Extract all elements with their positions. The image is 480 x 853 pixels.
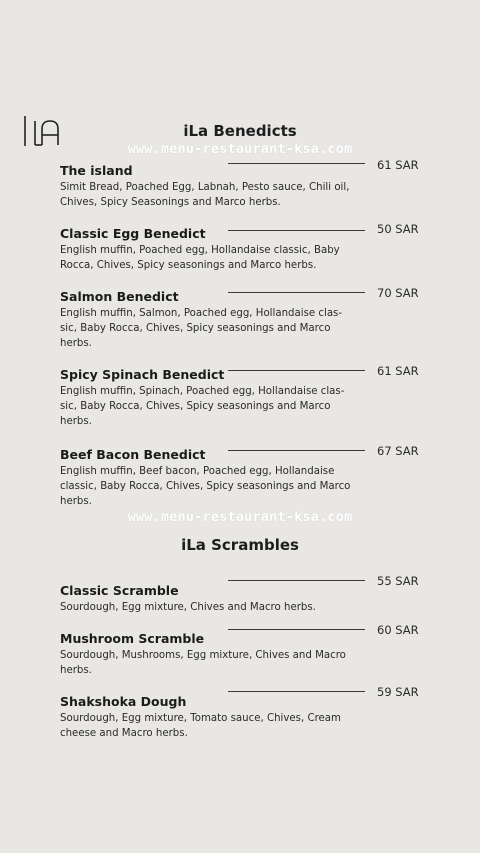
menu-item-spicy-spinach-benedict — [60, 367, 360, 429]
item-name: Classic Scramble — [60, 583, 179, 598]
price-rule — [228, 691, 365, 692]
menu-item-the-island — [60, 163, 360, 210]
price-spicy-spinach-benedict: 61 SAR — [377, 364, 419, 378]
price-shakshoka-dough: 59 SAR — [377, 685, 419, 699]
price-the-island: 61 SAR — [377, 158, 419, 172]
price-mushroom-scramble: 60 SAR — [377, 623, 419, 637]
item-description: Sourdough, Egg mixture, Tomato sauce, Chives, Cream cheese and Macro herbs. — [60, 713, 341, 739]
price-beef-bacon-benedict: 67 SAR — [377, 444, 419, 458]
item-description: Sourdough, Mushrooms, Egg mixture, Chives and Macro herbs. — [60, 650, 346, 676]
price-salmon-benedict: 70 SAR — [377, 286, 419, 300]
item-name: Mushroom Scramble — [60, 631, 205, 646]
menu-item-mushroom-scramble — [60, 631, 360, 678]
menu-item-classic-scramble — [60, 583, 360, 615]
menu-item-shakshoka-dough — [60, 694, 360, 741]
item-name: Spicy Spinach Benedict — [60, 367, 225, 382]
item-description: Simit Bread, Poached Egg, Labnah, Pesto sauce, Chili oil, Chives, Spicy Seasonings and Marco herbs. — [60, 182, 350, 208]
item-description: English muffin, Salmon, Poached egg, Hollandaise clas- sic, Baby Rocca, Chives, Spicy seasonings and Marco herbs. — [60, 308, 343, 349]
price-rule — [228, 580, 365, 581]
item-name: Shakshoka Dough — [60, 694, 187, 709]
menu-item-classic-egg-benedict — [60, 226, 360, 273]
menu-item-salmon-benedict — [60, 289, 360, 351]
item-name: Classic Egg Benedict — [60, 226, 206, 241]
price-rule — [228, 629, 365, 630]
price-classic-scramble: 55 SAR — [377, 574, 419, 588]
watermark-top: www.menu-restaurant-ksa.com — [127, 141, 353, 157]
item-description: English muffin, Spinach, Poached egg, Hollandaise clas- sic, Baby Rocca, Chives, Spicy seasonings and Marco herbs. — [60, 386, 345, 427]
section-title-scrambles: iLa Scrambles — [181, 536, 299, 554]
price-classic-egg-benedict: 50 SAR — [377, 222, 419, 236]
item-name: The island — [60, 163, 133, 178]
section-title-benedicts: iLa Benedicts — [183, 122, 297, 140]
item-description: English muffin, Poached egg, Hollandaise classic, Baby Rocca, Chives, Spicy seasonings and Marco herbs. — [60, 245, 340, 271]
watermark-middle: www.menu-restaurant-ksa.com — [127, 509, 353, 525]
item-name: Beef Bacon Benedict — [60, 447, 206, 462]
item-description: Sourdough, Egg mixture, Chives and Macro herbs. — [60, 602, 316, 613]
item-description: English muffin, Beef bacon, Poached egg, Hollandaise classic, Baby Rocca, Chives, Spicy seasonings and Marco herbs. — [60, 466, 351, 507]
menu-item-beef-bacon-benedict — [60, 447, 360, 509]
item-name: Salmon Benedict — [60, 289, 179, 304]
